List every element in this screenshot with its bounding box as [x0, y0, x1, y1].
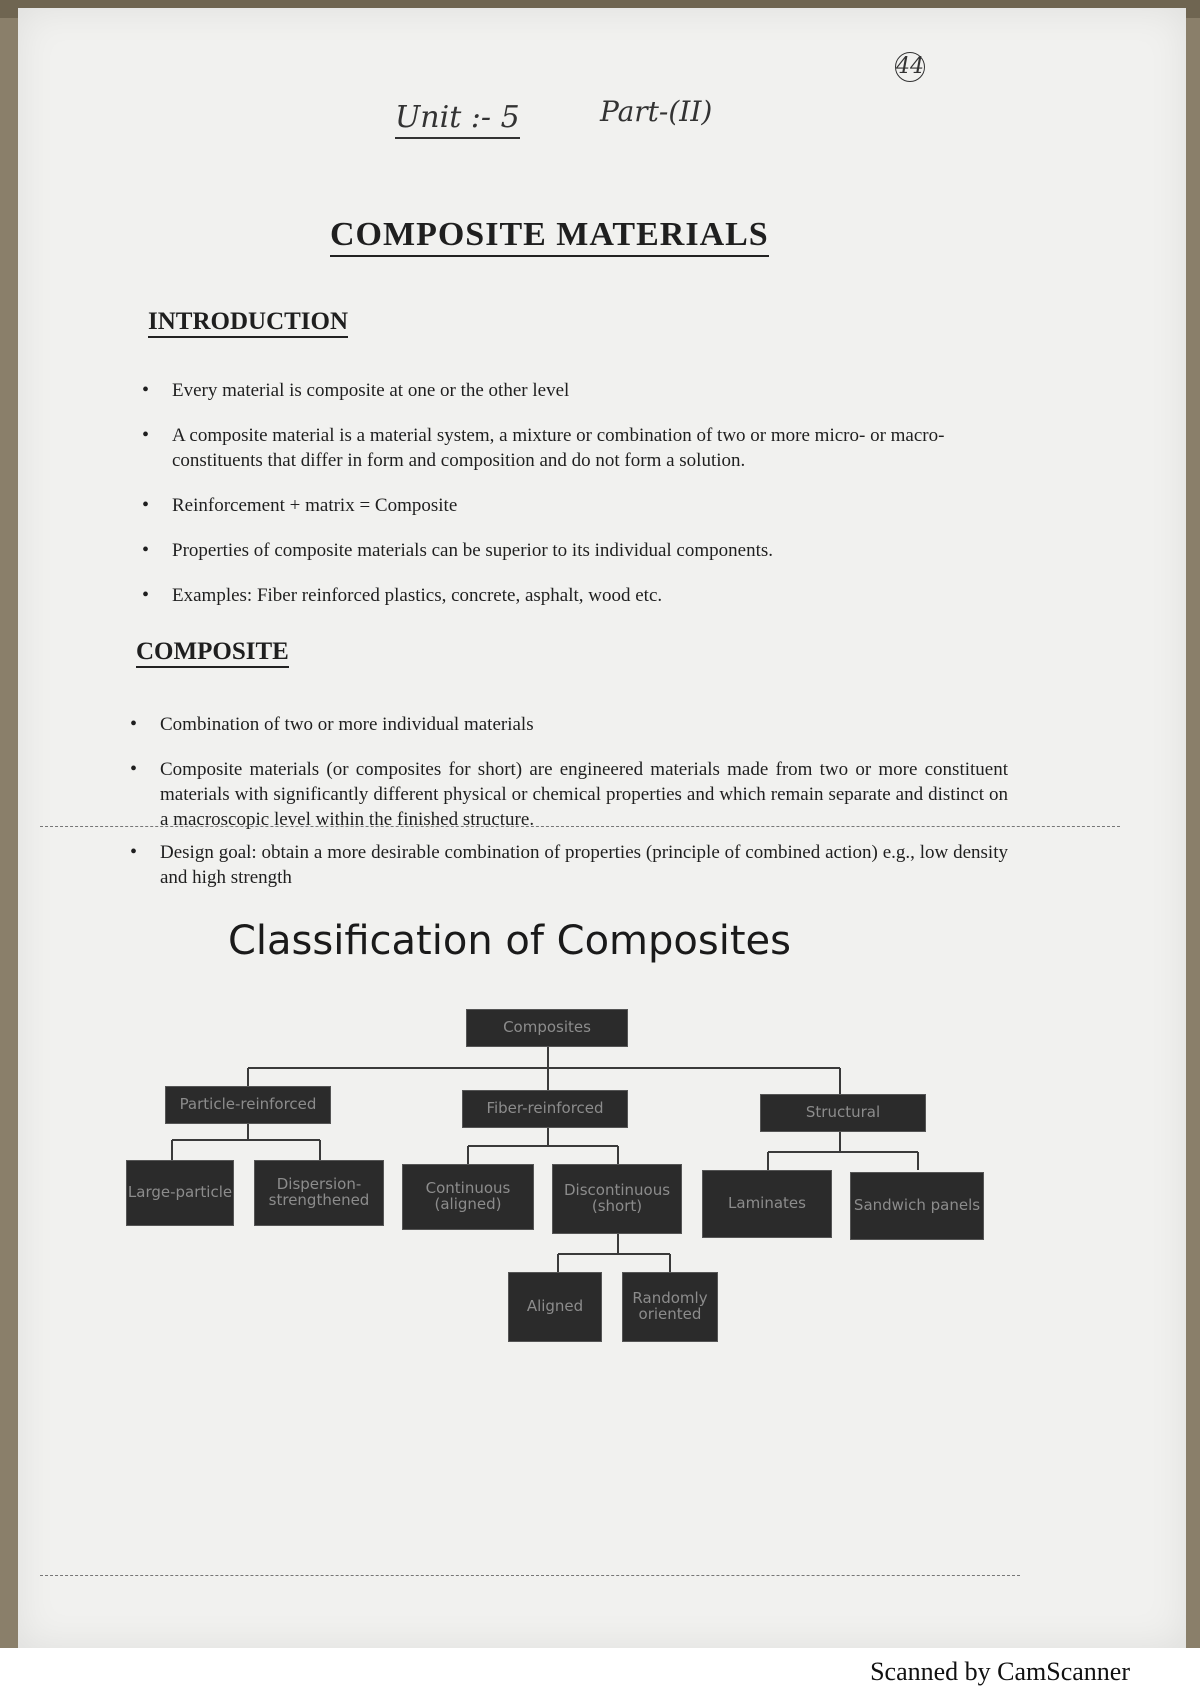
list-item: • Properties of composite materials can be superior to its individual components.: [140, 538, 1020, 563]
node-randomly-oriented: Randomly oriented: [622, 1272, 718, 1342]
list-item: • Examples: Fiber reinforced plastics, concrete, asphalt, wood etc.: [140, 583, 1020, 608]
node-dispersion-strengthened: Dispersion-strengthened: [254, 1160, 384, 1226]
composite-heading: COMPOSITE: [136, 638, 289, 668]
part-label: Part-(II): [600, 95, 713, 128]
unit-label: Unit :- 5: [395, 100, 520, 139]
classification-title: Classification of Composites: [228, 918, 791, 964]
document-title: COMPOSITE MATERIALS: [330, 216, 769, 257]
list-item: • Every material is composite at one or the other level: [140, 378, 1020, 403]
introduction-heading: INTRODUCTION: [148, 308, 348, 338]
node-large-particle: Large-particle: [126, 1160, 234, 1226]
introduction-list: [140, 378, 1020, 628]
fold-line: [40, 826, 1120, 827]
node-structural: Structural: [760, 1094, 926, 1132]
scanner-watermark: Scanned by CamScanner: [870, 1657, 1130, 1686]
node-aligned: Aligned: [508, 1272, 602, 1342]
list-item: • Reinforcement + matrix = Composite: [140, 493, 1020, 518]
node-fiber-reinforced: Fiber-reinforced: [462, 1090, 628, 1128]
node-continuous: Continuous (aligned): [402, 1164, 534, 1230]
node-discontinuous: Discontinuous (short): [552, 1164, 682, 1234]
node-laminates: Laminates: [702, 1170, 832, 1238]
node-particle-reinforced: Particle-reinforced: [165, 1086, 331, 1124]
list-item: • A composite material is a material system, a mixture or combination of two or more micro- or macro-constituents that differ in form and composition and do not form a solution.: [140, 423, 1020, 473]
page-number: 44: [895, 52, 925, 82]
bottom-rule: [40, 1575, 1020, 1576]
list-item: • Combination of two or more individual materials: [128, 712, 1008, 737]
node-composites: Composites: [466, 1009, 628, 1047]
node-sandwich-panels: Sandwich panels: [850, 1172, 984, 1240]
composite-list: [128, 712, 1008, 910]
list-item: • Design goal: obtain a more desirable combination of properties (principle of combined action) e.g., low density and high strength: [128, 840, 1008, 890]
list-item: • Composite materials (or composites for short) are engineered materials made from two or more constituent materials with significantly different physical or chemical properties and which remain separate and distinct on a macroscopic level within the finished structure.: [128, 757, 1008, 832]
